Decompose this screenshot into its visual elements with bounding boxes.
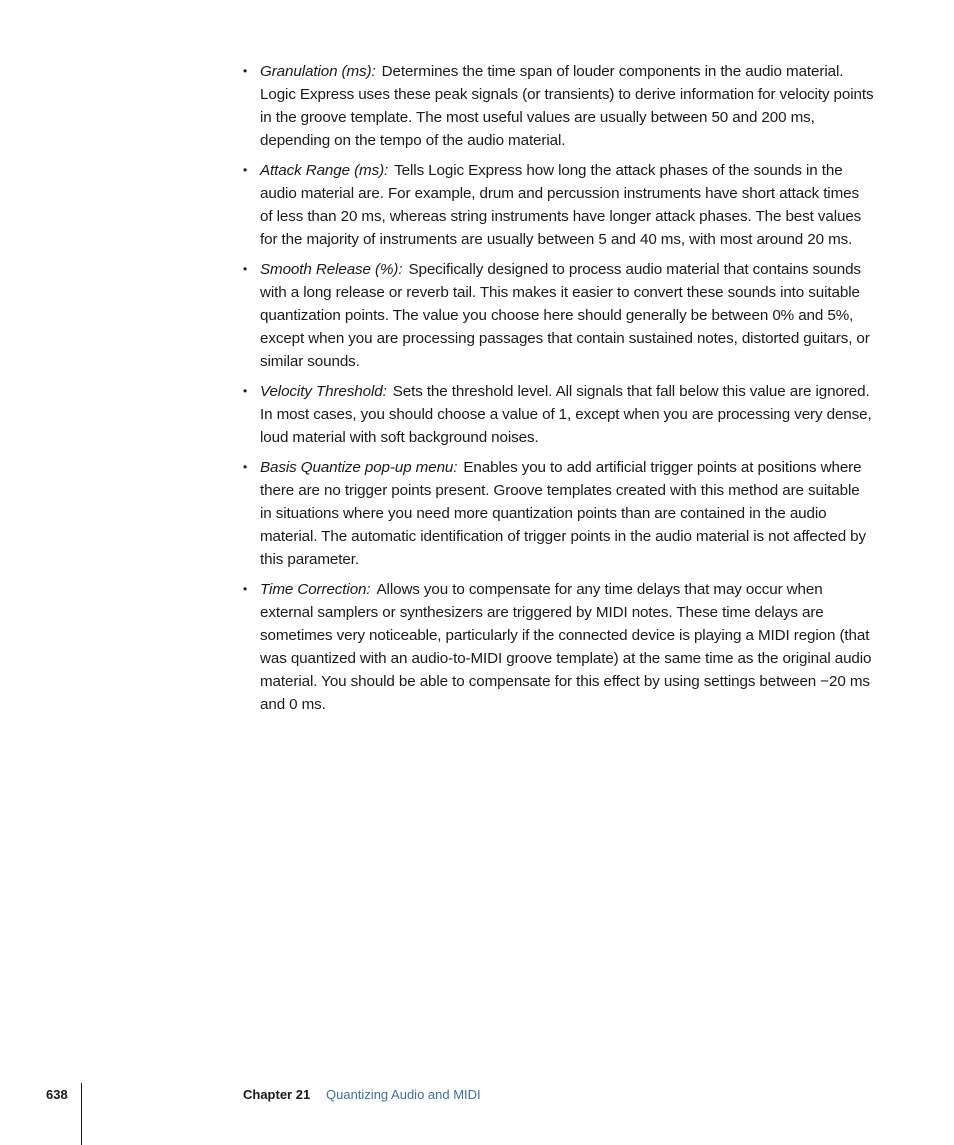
list-item	[243, 578, 875, 716]
description-text: Enables you to add artificial trigger points at positions where there are no trigger points present. Groove templates created with this method are suitable in situations where you need more quantization points than are contained in the audio material. The automatic identification of trigger points in the audio material is not affected by this parameter.	[260, 459, 867, 568]
list-item	[243, 159, 875, 251]
description-text: Determines the time span of louder components in the audio material. Logic Express uses these peak signals (or transients) to derive information for velocity points in the groove template. The most useful values are usually between 50 and 200 ms, depending on the tempo of the audio material.	[260, 63, 874, 149]
description-text: Specifically designed to process audio material that contains sounds with a long release or reverb tail. This makes it easier to convert these sounds into suitable quantization points. The value you choose here should generally be between 0% and 5%, except when you are processing passages that contain sustained notes, distorted guitars, or similar sounds.	[260, 261, 870, 370]
bullet-icon: •	[243, 582, 248, 596]
term-label: Attack Range (ms):	[260, 162, 389, 179]
list-item	[243, 60, 875, 152]
term-label: Smooth Release (%):	[260, 261, 403, 278]
chapter-title: Quantizing Audio and MIDI	[326, 1087, 481, 1102]
bullet-icon: •	[243, 262, 248, 276]
description-text: Allows you to compensate for any time delays that may occur when external samplers or synthesizers are triggered by MIDI notes. These time delays are sometimes very noticeable, particularly if the connected device is playing a MIDI region (that was quantized with an audio-to-MIDI groove template) at the same time as the original audio material. You should be able to compensate for this effect by using settings between −20 ms and 0 ms.	[260, 581, 872, 713]
description-text: Sets the threshold level. All signals that fall below this value are ignored. In most cases, you should choose a value of 1, except when you are processing very dense, loud material with soft background noises.	[260, 383, 872, 446]
bullet-icon: •	[243, 163, 248, 177]
term-label: Time Correction:	[260, 581, 371, 598]
bullet-icon: •	[243, 64, 248, 78]
term-label: Basis Quantize pop-up menu:	[260, 459, 458, 476]
chapter-label: Chapter 21	[243, 1087, 311, 1102]
bullet-icon: •	[243, 460, 248, 474]
bullet-list	[243, 60, 875, 723]
list-item	[243, 456, 875, 571]
footer-divider	[81, 1083, 82, 1145]
description-text: Tells Logic Express how long the attack phases of the sounds in the audio material are. For example, drum and percussion instruments have short attack times of less than 20 ms, whereas string instruments have longer attack phases. The best values for the majority of instruments are usually between 5 and 40 ms, with most around 20 ms.	[260, 162, 862, 248]
page-number: 638	[46, 1087, 68, 1102]
term-label: Granulation (ms):	[260, 63, 376, 80]
bullet-icon: •	[243, 384, 248, 398]
list-item	[243, 380, 875, 449]
list-item	[243, 258, 875, 373]
term-label: Velocity Threshold:	[260, 383, 387, 400]
